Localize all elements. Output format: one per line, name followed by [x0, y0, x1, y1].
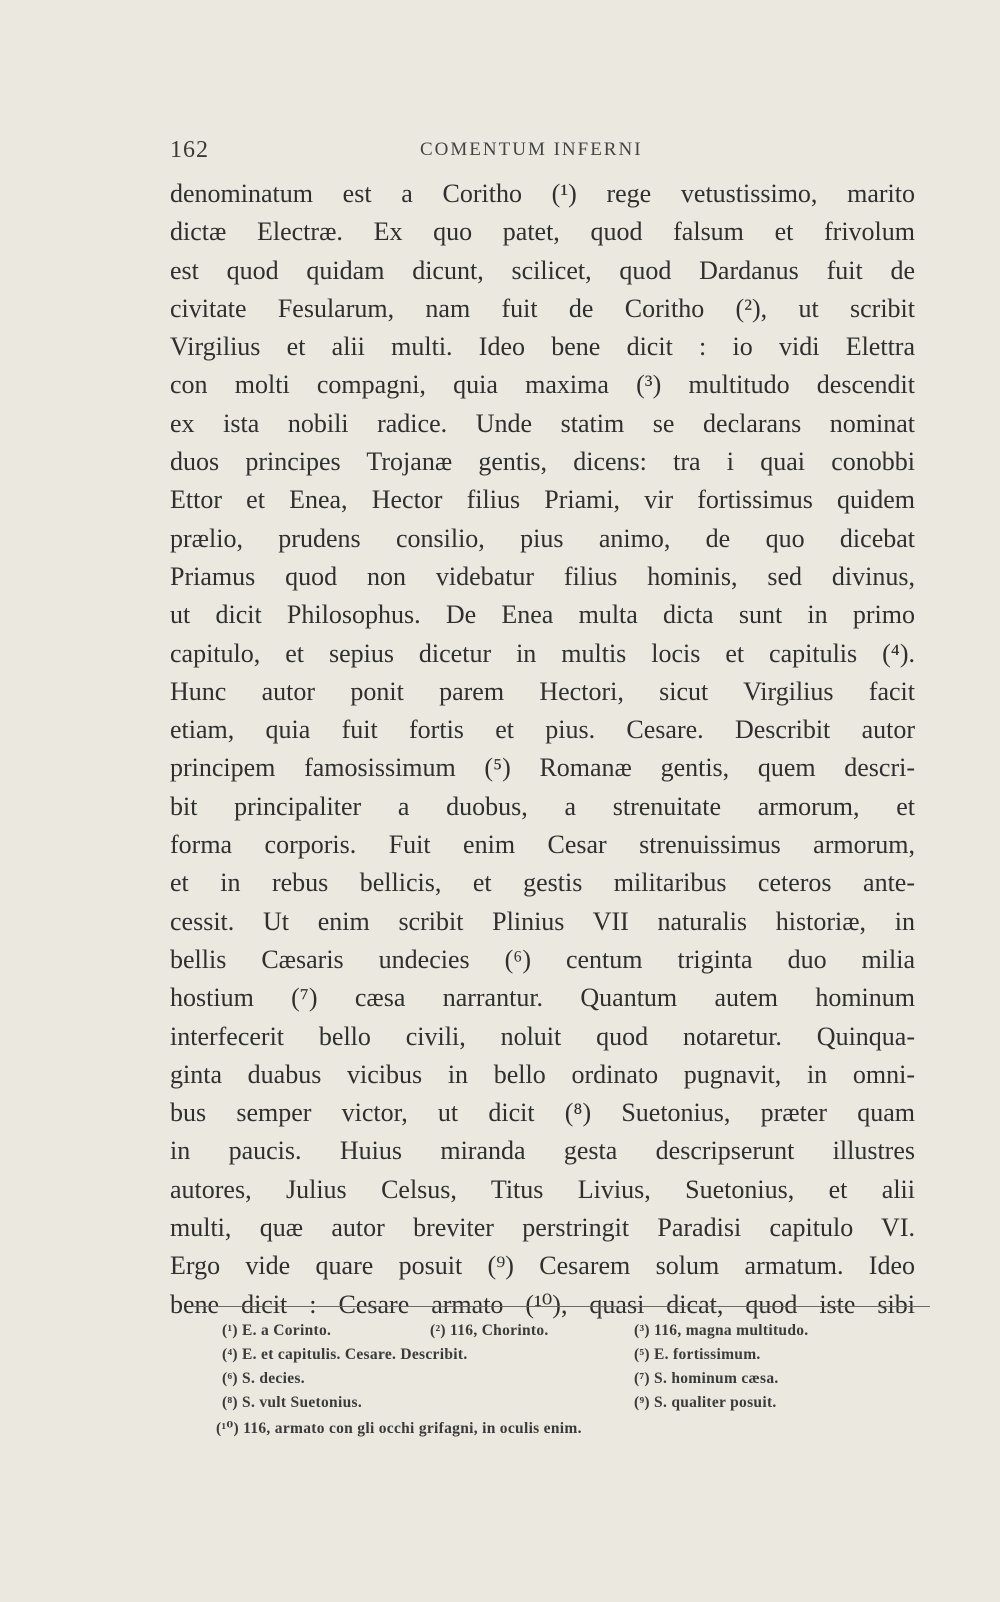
- footnote: (³) 116, magna multitudo.: [634, 1322, 809, 1339]
- footnote: (⁵) E. fortissimum.: [634, 1346, 761, 1363]
- text-line: bellis Cæsaris undecies (⁶) centum triginta duo milia: [170, 944, 915, 974]
- text-line: interfecerit bello civili, noluit quod notaretur. Quinqua-: [170, 1021, 915, 1051]
- text-line: con molti compagni, quia maxima (³) multitudo descendit: [170, 370, 915, 400]
- running-title: COMENTUM INFERNI: [420, 139, 643, 160]
- text-line: forma corporis. Fuit enim Cesar strenuissimus armorum,: [170, 830, 915, 860]
- text-line: Ergo vide quare posuit (⁹) Cesarem solum armatum. Ideo: [170, 1251, 915, 1281]
- text-line: et in rebus bellicis, et gestis militaribus ceteros ante-: [170, 868, 915, 898]
- footnote: (⁶) S. decies.: [222, 1370, 305, 1387]
- text-line: duos principes Trojanæ gentis, dicens: tra i quai conobbi: [170, 447, 915, 477]
- text-line: bene dicit : Cesare armato (¹⁰), quasi dicat, quod iste sibi: [170, 1289, 915, 1319]
- text-line: hostium (⁷) cæsa narrantur. Quantum autem hominum: [170, 983, 915, 1013]
- footnote-divider: [192, 1306, 930, 1307]
- footnote: (⁷) S. hominum cæsa.: [634, 1370, 779, 1387]
- text-line: prælio, prudens consilio, pius animo, de quo dicebat: [170, 523, 915, 553]
- text-line: bus semper victor, ut dicit (⁸) Suetonius, præter quam: [170, 1098, 915, 1128]
- page-number: 162: [170, 137, 209, 163]
- footnote: (⁸) S. vult Suetonius.: [222, 1394, 363, 1411]
- text-line: Ettor et Enea, Hector filius Priami, vir fortissimus quidem: [170, 485, 915, 515]
- text-line: Hunc autor ponit parem Hectori, sicut Virgilius facit: [170, 676, 915, 706]
- text-line: dictæ Electræ. Ex quo patet, quod falsum et frivolum: [170, 217, 915, 247]
- text-line: ex ista nobili radice. Unde statim se declarans nominat: [170, 408, 915, 438]
- body-text: [170, 175, 915, 1324]
- text-line: ut dicit Philosophus. De Enea multa dicta sunt in primo: [170, 600, 915, 630]
- text-line: in paucis. Huius miranda gesta descripserunt illustres: [170, 1136, 915, 1166]
- text-line: Virgilius et alii multi. Ideo bene dicit : io vidi Elettra: [170, 332, 915, 362]
- footnote: (⁴) E. et capitulis. Cesare. Describit.: [222, 1346, 468, 1363]
- text-line: ginta duabus vicibus in bello ordinato pugnavit, in omni-: [170, 1059, 915, 1089]
- text-line: multi, quæ autor breviter perstringit Paradisi capitulo VI.: [170, 1213, 915, 1243]
- text-line: etiam, quia fuit fortis et pius. Cesare. Describit autor: [170, 715, 915, 745]
- text-line: denominatum est a Coritho (¹) rege vetustissimo, marito: [170, 179, 915, 208]
- footnote: (¹) E. a Corinto.: [222, 1322, 332, 1339]
- footnote: (²) 116, Chorinto.: [430, 1322, 549, 1339]
- text-line: autores, Julius Celsus, Titus Livius, Suetonius, et alii: [170, 1174, 915, 1204]
- text-line: bit principaliter a duobus, a strenuitate armorum, et: [170, 791, 915, 821]
- text-line: capitulo, et sepius dicetur in multis locis et capitulis (⁴).: [170, 638, 915, 668]
- page-header: [170, 137, 915, 171]
- text-line: est quod quidam dicunt, scilicet, quod Dardanus fuit de: [170, 255, 915, 285]
- text-line: principem famosissimum (⁵) Romanæ gentis, quem descri-: [170, 753, 915, 783]
- text-line: cessit. Ut enim scribit Plinius VII naturalis historiæ, in: [170, 906, 915, 936]
- text-line: Priamus quod non videbatur filius hominis, sed divinus,: [170, 561, 915, 591]
- footnote: (¹⁰) 116, armato con gli occhi grifagni, in oculis enim.: [216, 1420, 582, 1437]
- text-line: civitate Fesularum, nam fuit de Coritho (²), ut scribit: [170, 293, 915, 323]
- footnote: (⁹) S. qualiter posuit.: [634, 1394, 777, 1411]
